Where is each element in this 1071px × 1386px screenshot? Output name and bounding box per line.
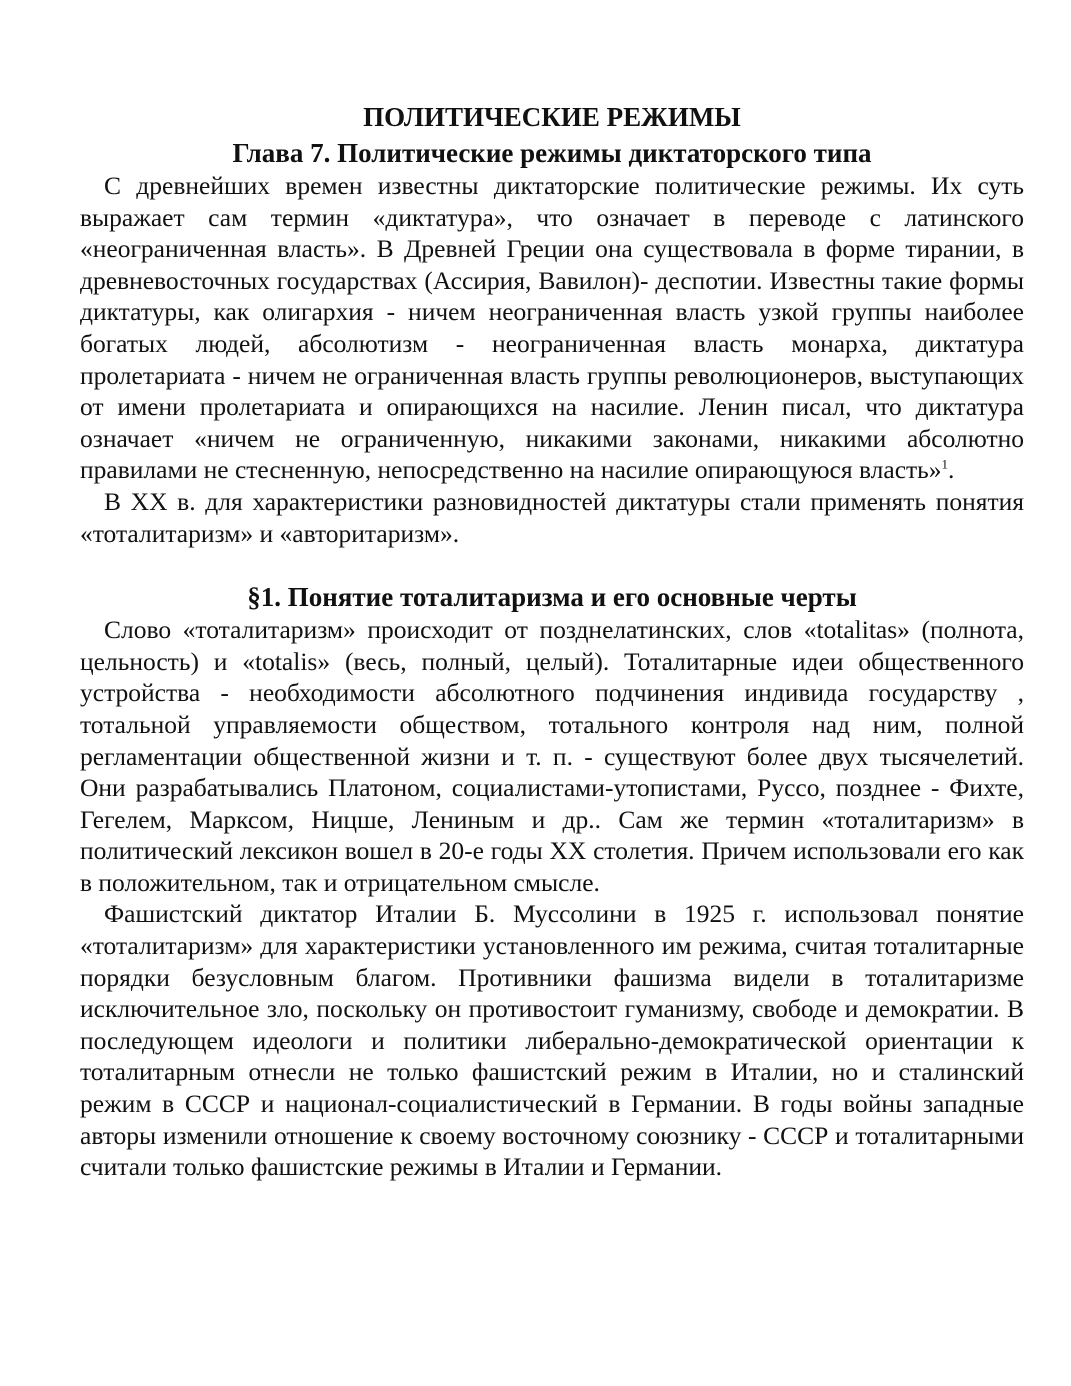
section-spacer — [80, 549, 1024, 580]
paragraph-3: Слово «тоталитаризм» происходит от позднелатинских, слов «totalitas» (полнота, цельность) и «totalis» (весь, полный, целый). Тоталитарные идеи общественного устройства - необходимости абсолютного подчинения индивида государству , тотальной управляемости обществом, тотального контроля над ним, полной регламентации общественной жизни и т. п. - существуют более двух тысячелетий. Они разрабатывались Платоном, социалистами-утопистами, Руссо, позднее - Фихте, Гегелем, Марксом, Ницше, Лениным и др.. Сам же термин «тоталитаризм» в политический лексикон вошел в 20-е годы XX столетия. Причем использовали его как в положительном, так и отрицательном смысле. — [80, 615, 1024, 897]
chapter-heading: Глава 7. Политические режимы диктаторского типа — [232, 138, 872, 168]
document-page — [80, 98, 1024, 1183]
paragraph-1-text: С древнейших времен известны диктаторские политические режимы. Их суть выражает сам термин «диктатура», что означает в переводе с латинского «неограниченная власть». В Древней Греции она существовала в форме тирании, в древневосточных государствах (Ассирия, Вавилон)- деспотии. Известны такие формы диктатуры, как олигархия - ничем неограниченная власть узкой группы наиболее богатых людей, абсолютизм - неограниченная власть монарха, диктатура пролетариата - ничем не ограниченная власть группы революционеров, выступающих от имени пролетариата и опирающихся на насилие. Ленин писал, что диктатура означает «ничем не ограниченную, никакими законами, никакими абсолютно правилами не стесненную, непосредственно на насилие опирающуюся власть» — [80, 171, 1024, 485]
paragraph-4: Фашистский диктатор Италии Б. Муссолини в 1925 г. использовал понятие «тоталитаризм» для характеристики установленного им режима, считая тоталитарные порядки безусловным благом. Противники фашизма видели в тоталитаризме исключительное зло, поскольку он противостоит гуманизму, свободе и демократии. В последующем идеологи и политики либерально-демократической ориентации к тоталитарным отнесли не только фашистский режим в Италии, но и сталинский режим в СССР и национал-социалистический в Германии. В годы войны западные авторы изменили отношение к своему восточному союзнику - СССР и тоталитарными считали только фашистские режимы в Италии и Германии. — [80, 899, 1024, 1182]
section-heading: §1. Понятие тоталитаризма и его основные черты — [247, 582, 857, 613]
paragraph-2: В XX в. для характеристики разновидностей диктатуры стали применять понятия «тоталитаризм» и «авторитаризм». — [80, 486, 1024, 548]
document-title: ПОЛИТИЧЕСКИЕ РЕЖИМЫ — [363, 102, 741, 132]
footnote-marker[interactable]: 1 — [941, 456, 949, 472]
paragraph-1-end: . — [948, 455, 955, 485]
paragraph-1 — [80, 170, 1024, 486]
